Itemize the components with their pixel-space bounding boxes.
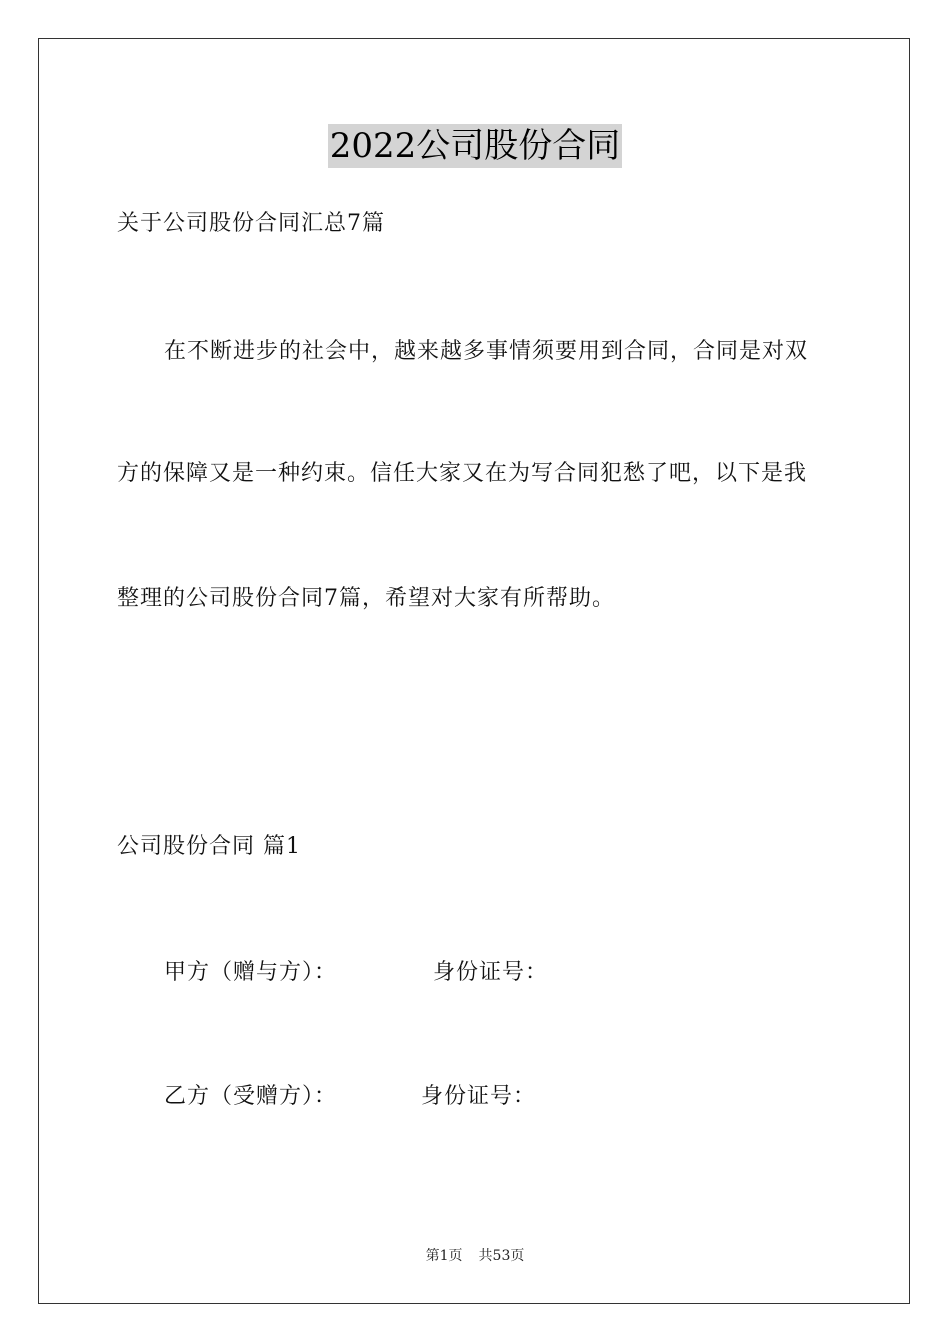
page-footer [0, 1246, 950, 1266]
intro-line-3: 整理的公司股份合同7篇，希望对大家有所帮助。 [117, 586, 615, 611]
title-container [0, 124, 950, 168]
intro-line-1: 在不断进步的社会中，越来越多事情须要用到合同，合同是对双 [164, 339, 809, 364]
page-number-total: 共53页 [478, 1248, 525, 1264]
party-a-row [164, 958, 548, 988]
section-heading: 公司股份合同 篇1 [117, 834, 301, 859]
document-title: 2022公司股份合同 [329, 126, 621, 166]
page-number-current: 第1页 [425, 1248, 463, 1264]
party-a-label: 甲方（赠与方）： [164, 960, 338, 985]
party-b-label: 乙方（受赠方）： [164, 1084, 338, 1109]
party-b-id-label: 身份证号： [421, 1084, 537, 1109]
intro-line-2: 方的保障又是一种约束。信任大家又在为写合同犯愁了吧，以下是我 [117, 461, 808, 486]
document-subtitle: 关于公司股份合同汇总7篇 [117, 211, 385, 236]
party-b-row [164, 1082, 536, 1112]
party-a-id-label: 身份证号： [433, 960, 549, 985]
